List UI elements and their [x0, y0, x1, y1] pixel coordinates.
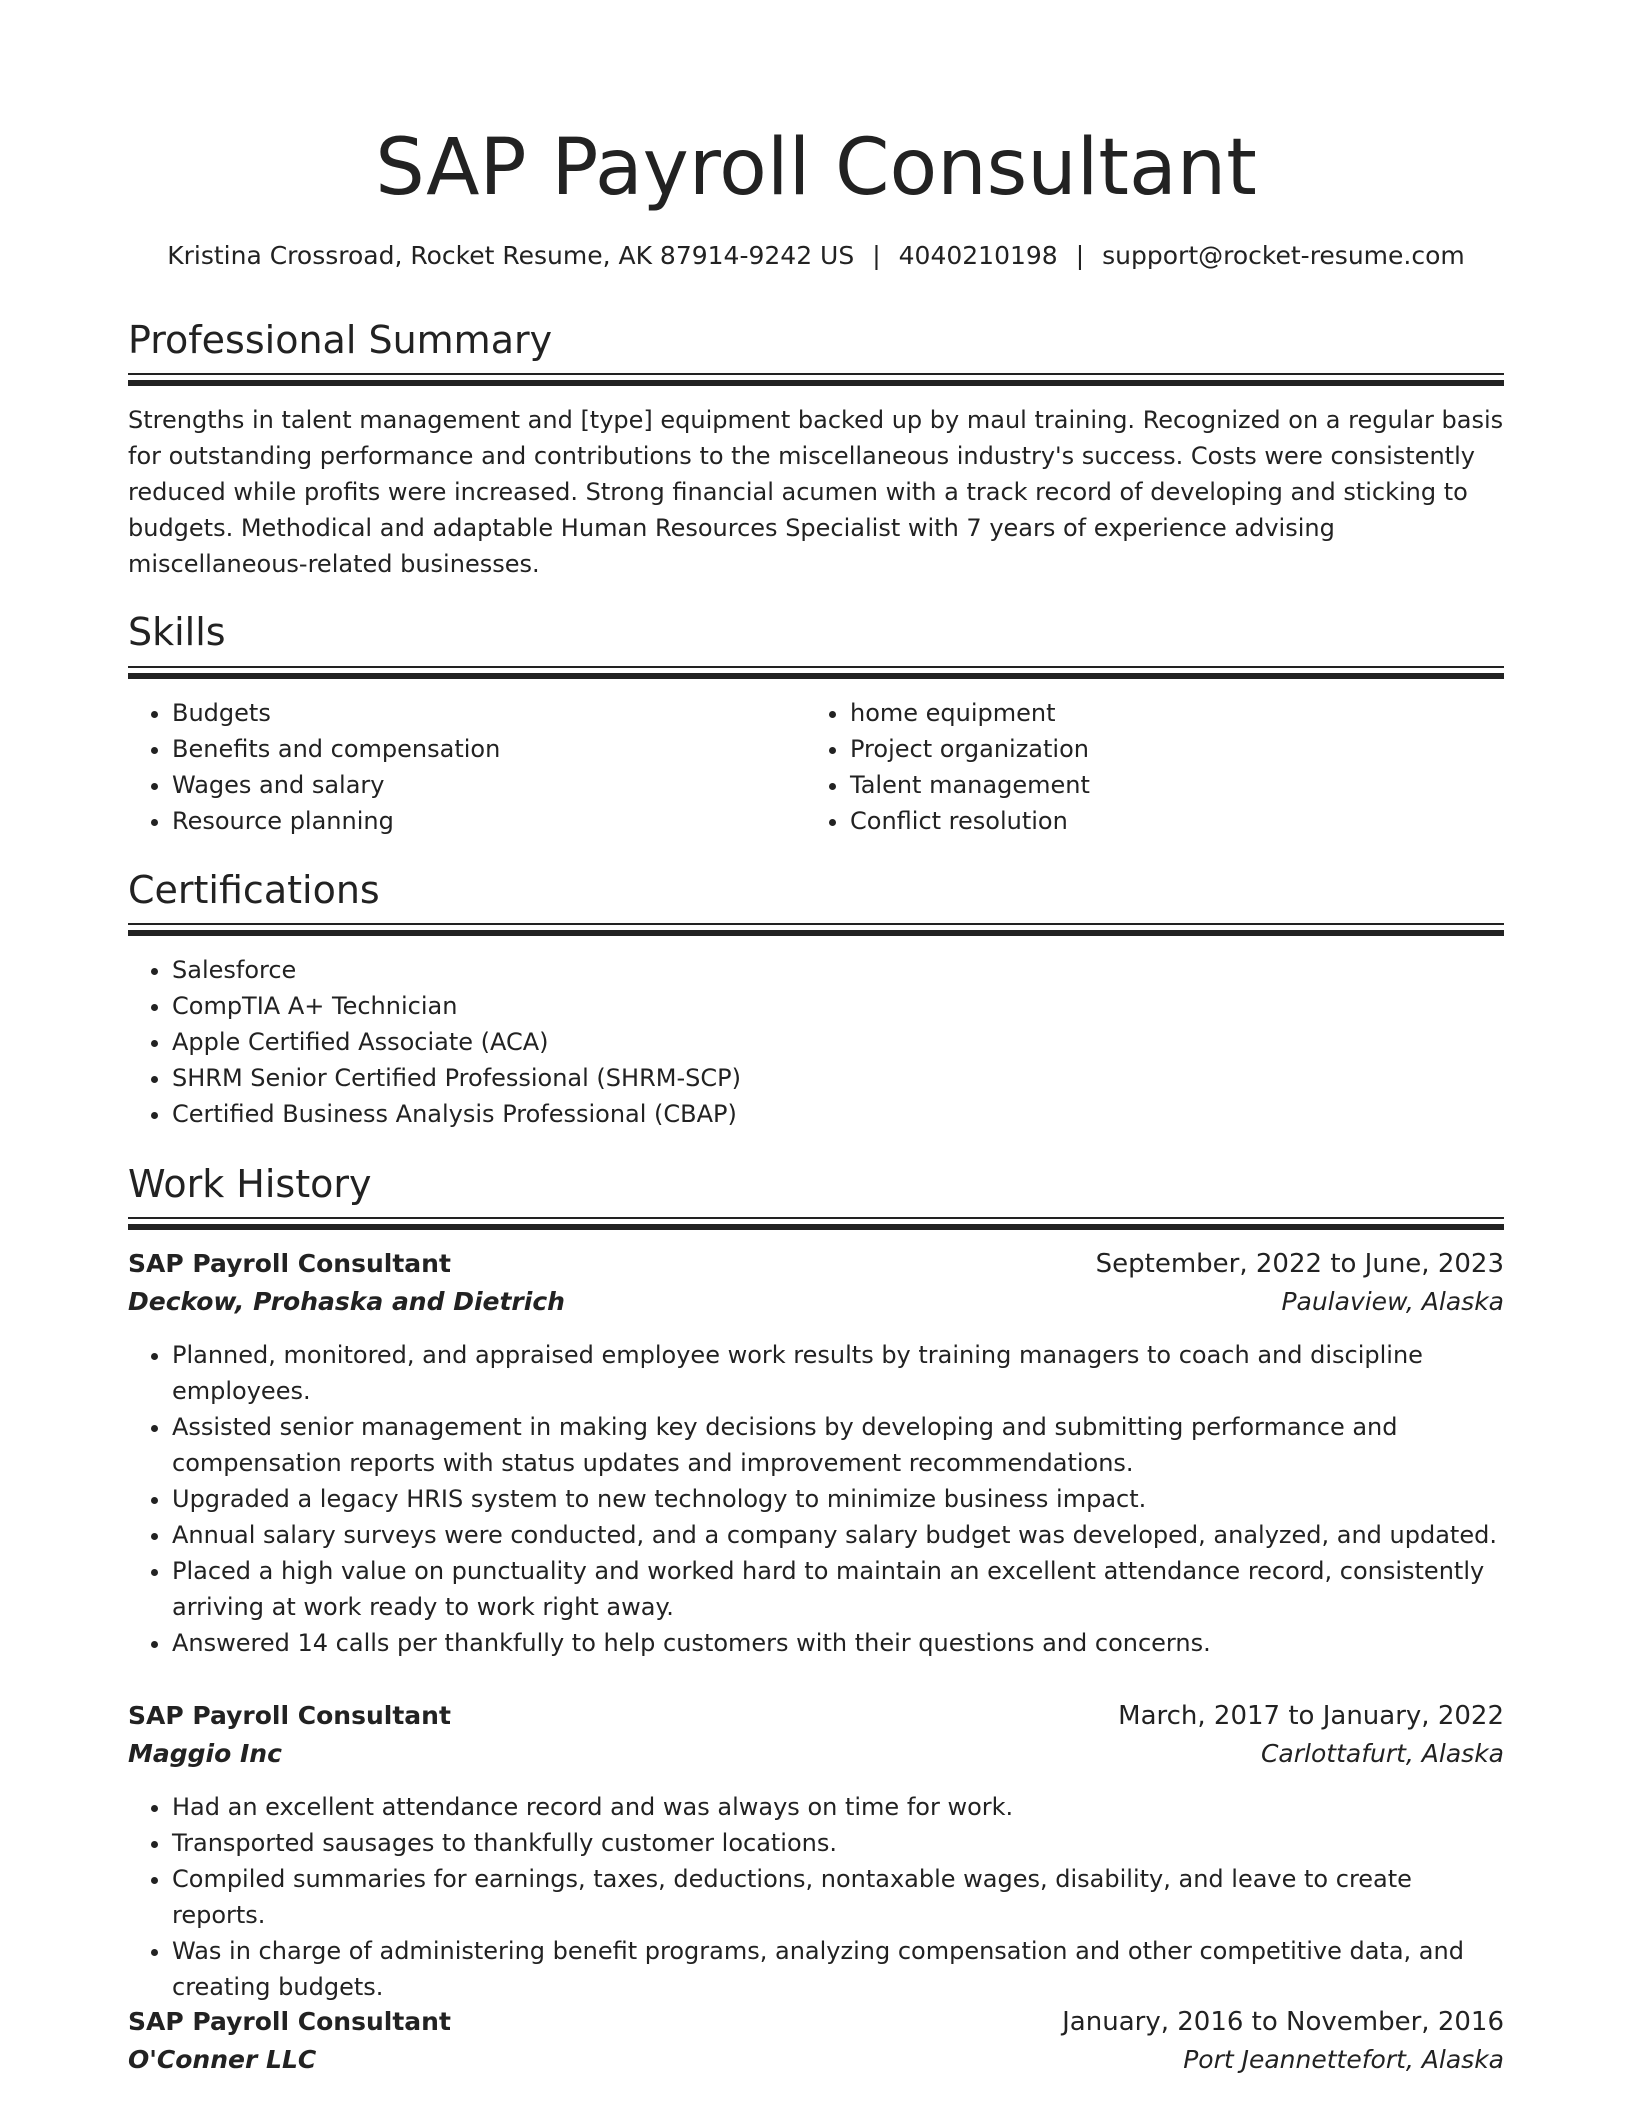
skills-list-right: [806, 695, 1504, 839]
summary-text: Strengths in talent management and [type] equipment backed up by maul training. Recognized on a regular basis for outstanding performance and contributions to the miscellaneous industry's success. Costs were consistently reduced while profits were increased. Strong financial acumen with a track record of developing and sticking to budgets. Methodical and adaptable Human Resources Specialist with 7 years of experience advising miscellaneous-related businesses.: [128, 406, 1504, 578]
skill-item: • home equipment: [850, 695, 1504, 731]
job-title: SAP Payroll Consultant: [128, 1701, 451, 1730]
job-bullet: • Planned, monitored, and appraised employee work results by training managers to coach and discipline employees.: [172, 1337, 1504, 1409]
contact-separator: |: [1075, 241, 1085, 270]
contact-address: Kristina Crossroad, Rocket Resume, AK 87914-9242 US: [167, 241, 855, 270]
job-bullet: • Annual salary surveys were conducted, and a company salary budget was developed, analyzed, and updated.: [172, 1517, 1504, 1553]
skill-item: • Talent management: [850, 767, 1504, 803]
job-bullets: [128, 1337, 1504, 1661]
skill-item: • Resource planning: [172, 803, 798, 839]
job-dates: March, 2017 to January, 2022: [1118, 1701, 1504, 1731]
job-bullet: • Had an excellent attendance record and was always on time for work.: [172, 1789, 1504, 1825]
job-title: SAP Payroll Consultant: [128, 1249, 451, 1278]
section-divider: [128, 373, 1504, 384]
section-divider: [128, 666, 1504, 677]
section-heading-work-history: Work History: [128, 1162, 372, 1206]
skills-list-left: [128, 695, 798, 839]
certification-item: • CompTIA A+ Technician: [172, 988, 1504, 1024]
contact-line: [128, 238, 1504, 274]
job-dates: September, 2022 to June, 2023: [1095, 1249, 1504, 1279]
job-location: Paulaview, Alaska: [1281, 1287, 1504, 1316]
contact-email[interactable]: support@rocket-resume.com: [1102, 241, 1465, 270]
certification-item: • SHRM Senior Certified Professional (SHRM-SCP): [172, 1060, 1504, 1096]
certification-item: • Apple Certified Associate (ACA): [172, 1024, 1504, 1060]
job-company: Deckow, Prohaska and Dietrich: [128, 1287, 565, 1316]
contact-phone: 4040210198: [898, 241, 1058, 270]
job-bullet: • Assisted senior management in making key decisions by developing and submitting performance and compensation reports with status updates and improvement recommendations.: [172, 1409, 1504, 1481]
job-bullet: • Compiled summaries for earnings, taxes, deductions, nontaxable wages, disability, and leave to create reports.: [172, 1861, 1504, 1933]
job-bullet: • Upgraded a legacy HRIS system to new technology to minimize business impact.: [172, 1481, 1504, 1517]
section-heading-skills: Skills: [128, 610, 226, 654]
certifications-list: [128, 952, 1504, 1132]
certification-item: • Salesforce: [172, 952, 1504, 988]
job-company: Maggio Inc: [128, 1739, 282, 1768]
skill-item: • Project organization: [850, 731, 1504, 767]
section-divider: [128, 1217, 1504, 1228]
skill-item: • Benefits and compensation: [172, 731, 798, 767]
job-title: SAP Payroll Consultant: [128, 2007, 451, 2036]
certification-item: • Certified Business Analysis Professional (CBAP): [172, 1096, 1504, 1132]
job-company: O'Conner LLC: [128, 2045, 317, 2074]
skill-item: • Budgets: [172, 695, 798, 731]
job-bullet: • Transported sausages to thankfully customer locations.: [172, 1825, 1504, 1861]
job-location: Port Jeannettefort, Alaska: [1183, 2045, 1504, 2074]
section-heading-summary: Professional Summary: [128, 318, 553, 362]
job-bullet: • Placed a high value on punctuality and worked hard to maintain an excellent attendance record, consistently arriving at work ready to work right away.: [172, 1553, 1504, 1625]
contact-separator: |: [872, 241, 881, 270]
job-location: Carlottafurt, Alaska: [1260, 1739, 1504, 1768]
job-dates: January, 2016 to November, 2016: [1062, 2007, 1504, 2037]
skill-item: • Wages and salary: [172, 767, 798, 803]
job-bullet: • Was in charge of administering benefit programs, analyzing compensation and other competitive data, and creating budgets.: [172, 1933, 1504, 2005]
skill-item: • Conflict resolution: [850, 803, 1504, 839]
section-heading-certifications: Certifications: [128, 868, 380, 912]
job-bullets: [128, 1789, 1504, 2005]
page-title: SAP Payroll Consultant: [375, 123, 1257, 213]
job-bullet: • Answered 14 calls per thankfully to help customers with their questions and concerns.: [172, 1625, 1504, 1661]
section-divider: [128, 923, 1504, 934]
